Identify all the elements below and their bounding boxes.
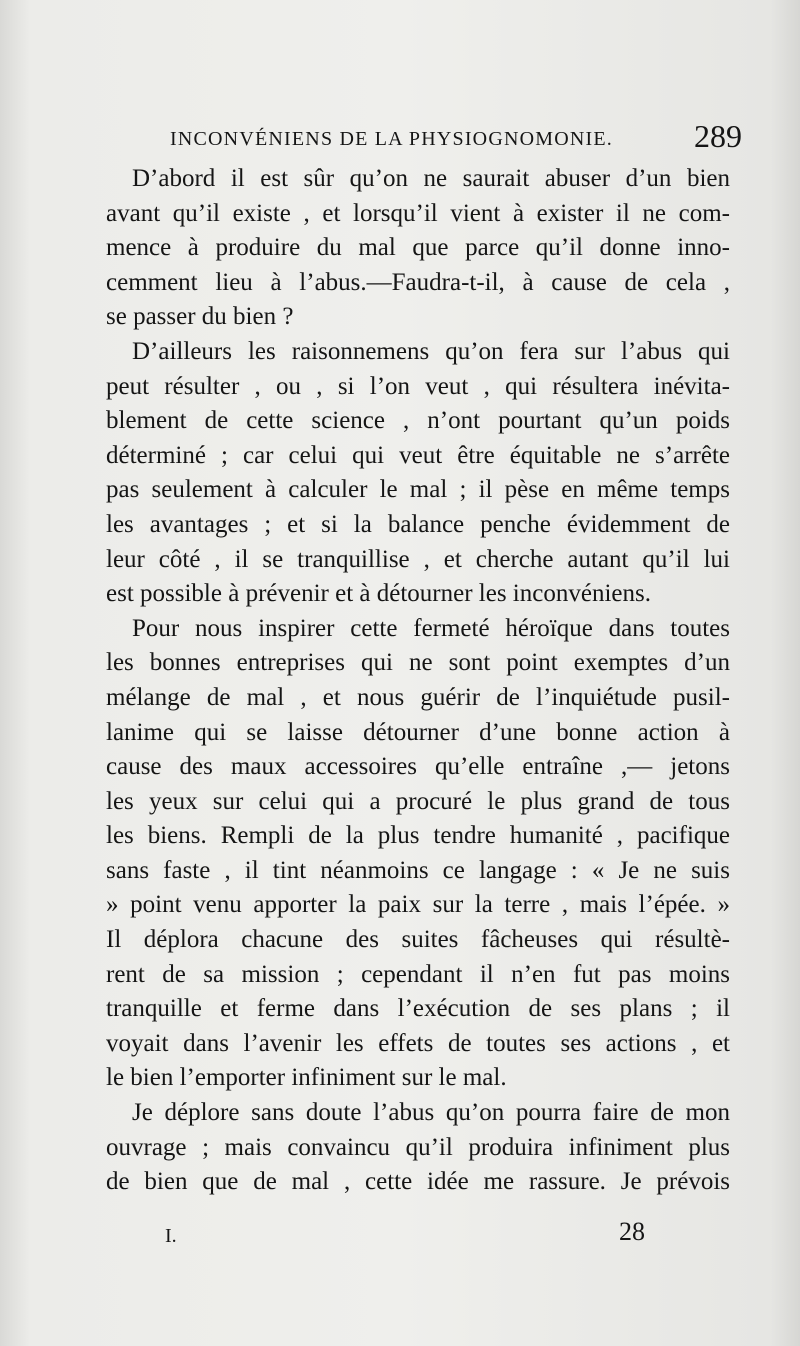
body-text — [106, 162, 730, 1200]
text-line: blement de cette science , n’ont pourtant qu’un poids — [106, 407, 730, 435]
text-line: déterminé ; car celui qui veut être équitable ne s’arrête — [106, 441, 730, 469]
text-line: voyait dans l’avenir les effets de toutes ses actions , et — [106, 1029, 730, 1057]
text-line: Pour nous inspirer cette fermeté héroïque dans toutes — [132, 614, 730, 642]
text-line: Il déplora chacune des suites fâcheuses qui résultè- — [106, 926, 730, 954]
text-line: sans faste , il tint néanmoins ce langage : « Je ne suis — [106, 856, 730, 884]
text-line: cause des maux accessoires qu’elle entraîne ,— jetons — [106, 753, 730, 781]
text-line: ouvrage ; mais convaincu qu’il produira infiniment plus — [106, 1133, 730, 1161]
text-line: lanime qui se laisse détourner d’une bonne action à — [106, 718, 730, 746]
text-line: les yeux sur celui qui a procuré le plus grand de tous — [106, 787, 730, 815]
text-line: avant qu’il existe , et lorsqu’il vient à exister il ne com- — [106, 199, 730, 227]
text-line: se passer du bien ? — [106, 303, 294, 331]
signature-mark: I. — [165, 1225, 177, 1247]
text-line: de bien que de mal , cette idée me rassure. Je prévois — [106, 1168, 730, 1196]
gathering-number: 28 — [619, 1217, 645, 1246]
text-line: leur côté , il se tranquillise , et cherche autant qu’il lui — [106, 545, 730, 573]
text-line: Je déplore sans doute l’abus qu’on pourra faire de mon — [132, 1099, 730, 1127]
running-title: INCONVÉNIENS DE LA PHYSIOGNOMONIE. — [170, 128, 614, 150]
page-footer — [165, 1217, 645, 1257]
text-line: peut résulter , ou , si l’on veut , qui résultera inévita- — [106, 372, 730, 400]
text-line: mence à produire du mal que parce qu’il donne inno- — [106, 234, 730, 262]
text-line: D’abord il est sûr qu’on ne saurait abuser d’un bien — [132, 165, 730, 192]
text-line: rent de sa mission ; cependant il n’en fut pas moins — [106, 960, 730, 988]
text-line: D’ailleurs les raisonnemens qu’on fera sur l’abus qui — [132, 337, 730, 365]
text-line: tranquille et ferme dans l’exécution de ses plans ; il — [106, 995, 730, 1023]
text-line: est possible à prévenir et à détourner les inconvéniens. — [106, 580, 651, 608]
running-head — [170, 118, 750, 158]
text-line: le bien l’emporter infiniment sur le mal. — [106, 1064, 507, 1092]
text-line: les avantages ; et si la balance penche évidemment de — [106, 510, 730, 538]
page-number: 289 — [694, 118, 742, 154]
text-line: mélange de mal , et nous guérir de l’inquiétude pusil- — [106, 683, 730, 711]
text-line: cemment lieu à l’abus.—Faudra-t-il, à cause de cela , — [106, 268, 730, 296]
text-line: les biens. Rempli de la plus tendre humanité , pacifique — [106, 822, 730, 850]
text-line: pas seulement à calculer le mal ; il pèse en même temps — [106, 476, 730, 504]
text-line: » point venu apporter la paix sur la terre , mais l’épée. » — [106, 891, 730, 919]
text-line: les bonnes entreprises qui ne sont point exemptes d’un — [106, 649, 730, 677]
